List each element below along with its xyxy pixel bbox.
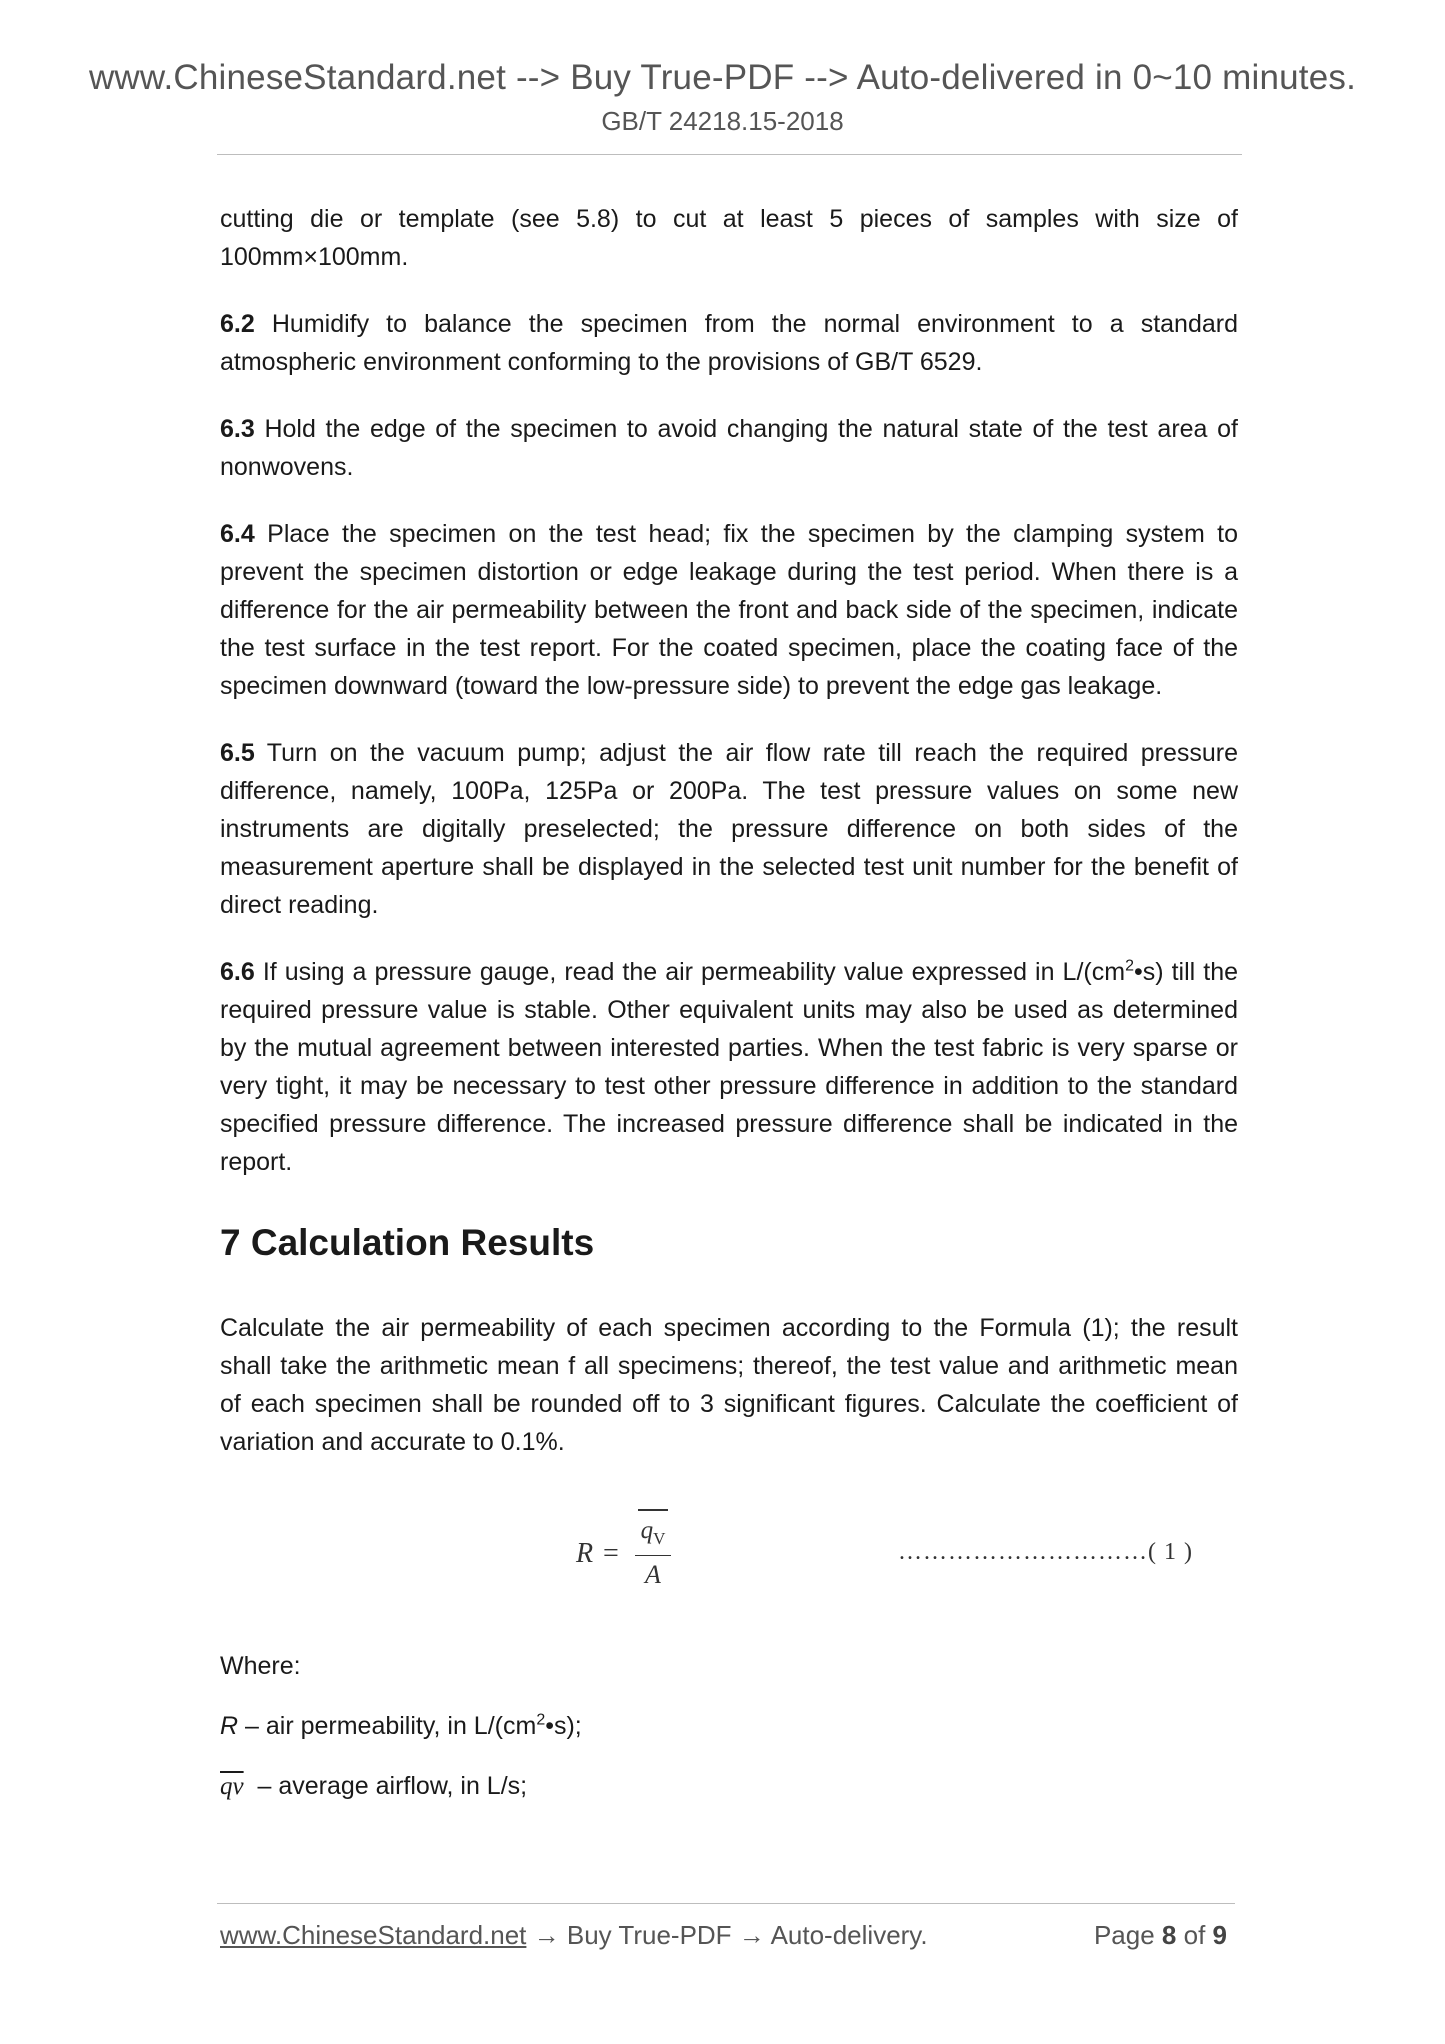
current-page: 8 <box>1161 1920 1177 1950</box>
section-paragraph: Calculate the air permeability of each specimen according to the Formula (1); the result shall take the arithmetic mean f all specimens; thereof, the test value and arithmetic mean of each specimen shall be rounded off to 3 significant figures. Calculate the coefficient of variation and accurate to 0.1%. <box>220 1314 1238 1456</box>
clause-6-6 <box>220 953 1238 1181</box>
definition-r: R – air permeability, in $L/(cm^2•s)$; <box>220 1711 582 1740</box>
footer-divider <box>217 1903 1235 1904</box>
footer <box>220 1920 1235 1951</box>
header-banner: www.ChineseStandard.net --> Buy True-PDF --> Auto-delivered in 0~10 minutes. <box>88 58 1357 97</box>
symbol-qv: $\overline{qv}$ <box>220 1773 244 1800</box>
formula-1 <box>220 1503 1238 1607</box>
document-id: GB/T 24218.15-2018 <box>601 106 844 136</box>
clause-number: 6.4 <box>220 520 255 548</box>
clause-6-5 <box>220 734 1238 924</box>
clause-text: If using a pressure gauge, read the air permeability value expressed in L/(cm <box>262 958 1126 986</box>
page-indicator: Page 8 of 9 <box>1093 1920 1227 1950</box>
clause-6-2 <box>220 305 1238 381</box>
symbol-r: R <box>220 1712 239 1740</box>
clause-number: 6.6 <box>220 958 255 986</box>
footer-site-link[interactable]: www.ChineseStandard.net <box>220 1920 527 1950</box>
page-content <box>220 200 1238 1835</box>
formula-fraction <box>628 1503 678 1590</box>
formula-numerator: $q_V$ <box>640 1516 666 1548</box>
formula-lhs: R <box>576 1538 594 1569</box>
intro-paragraph: cutting die or template (see 5.8) to cut at least 5 pieces of samples with size of 100mm×100mm. <box>220 205 1238 271</box>
clause-number: 6.5 <box>220 739 255 767</box>
numerator-subscript: V <box>653 1528 666 1548</box>
superscript: 2 <box>536 1711 546 1729</box>
section-heading: 7 Calculation Results <box>220 1222 595 1263</box>
average-overline <box>638 1509 668 1511</box>
superscript: 2 <box>1125 957 1134 975</box>
clause-number: 6.2 <box>220 310 255 338</box>
clause-text: Place the specimen on the test head; fix the specimen by the clamping system to prevent the specimen distortion or edge leakage during the test period. When there is a difference for the air permeability between the front and back side of the specimen, indicate the test surface in the test report. For the coated specimen, place the coating face of the specimen downward (toward the low-pressure side) to prevent the edge gas leakage. <box>220 520 1238 700</box>
clause-text: Humidify to balance the specimen from the normal environment to a standard atmospheric environment conforming to the provisions of GB/T 6529. <box>220 310 1238 376</box>
footer-tagline: → Buy True-PDF → Auto-delivery. <box>526 1920 928 1950</box>
definition-qv: $\overline{qv}$ – average airflow, in L/s; <box>220 1772 528 1800</box>
formula-equals: = <box>603 1538 619 1569</box>
where-label: Where: <box>220 1652 301 1680</box>
formula-denominator: A <box>645 1560 661 1589</box>
formula-leader: …………………………( 1 ) <box>898 1539 1193 1565</box>
clause-text: Hold the edge of the specimen to avoid changing the natural state of the test area of nonwovens. <box>220 415 1238 481</box>
total-pages: 9 <box>1212 1920 1227 1950</box>
clause-6-4 <box>220 515 1238 705</box>
formula-number: ( 1 ) <box>1148 1539 1193 1565</box>
clause-number: 6.3 <box>220 415 255 443</box>
fraction-bar <box>635 1555 671 1557</box>
clause-text: Turn on the vacuum pump; adjust the air flow rate till reach the required pressure difference, namely, 100Pa, 125Pa or 200Pa. The test pressure values on some new instruments are digitally preselected; the pressure difference on both sides of the measurement aperture shall be displayed in the selected test unit number for the benefit of direct reading. <box>220 739 1238 919</box>
clause-text-cont: •s) till the required pressure value is stable. Other equivalent units may also be used as determined by the mutual agreement between interested parties. When the test fabric is very sparse or very tight, it may be necessary to test other pressure difference in addition to the standard specified pressure difference. The increased pressure difference shall be indicated in the report. <box>220 958 1238 1176</box>
clause-6-3 <box>220 410 1238 486</box>
header-divider <box>217 154 1242 155</box>
